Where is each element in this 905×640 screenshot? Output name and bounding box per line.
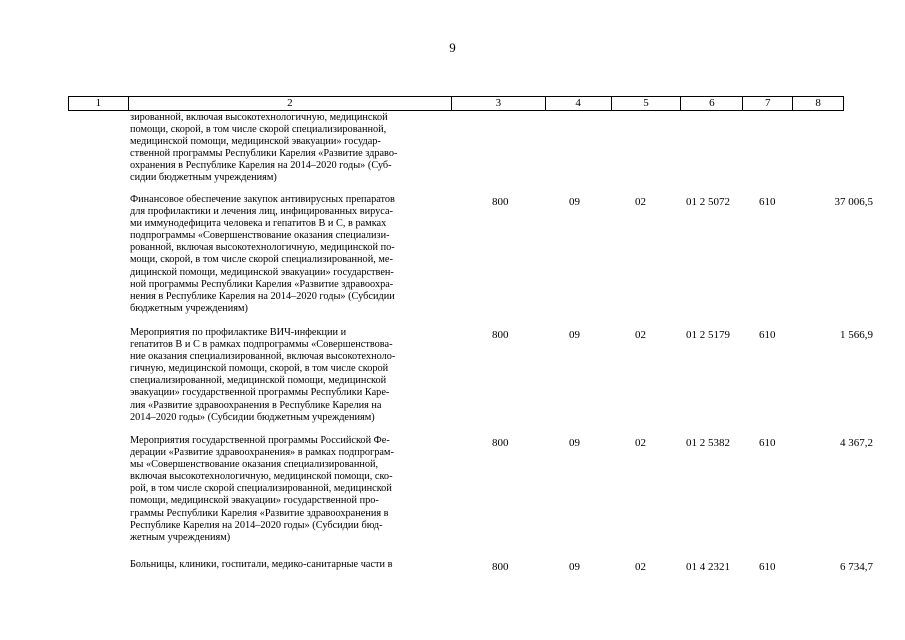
row-expense-type: 610 [759, 437, 776, 449]
row-subsection: 02 [635, 561, 646, 573]
row-target-article: 01 4 2321 [686, 561, 730, 573]
row-description: Финансовое обеспечение закупок антивирусных препаратов для профилактики и лечения лиц, инфицированных вируса- ми иммунодефицита человека и гепатитов В и С, в рамках подпрограммы «Совершенствование оказания специализи- рованной, включая высокотехнологичную, медицинской по- мощи, скорой, в том числе скорой специализированной, ме- дицинской помощи, медицинской эвакуации» государствен- ной программы Республики Карелия «Развитие здравоохра- нения в Республике Карелия на 2014–2020 годы» (Субсидии бюджетным учреждениям) [130, 194, 395, 314]
row-expense-type: 610 [759, 329, 776, 341]
row-amount: 1 566,9 [840, 329, 873, 341]
row-subsection: 02 [635, 437, 646, 449]
page-number: 9 [449, 40, 456, 55]
header-col-2: 2 [129, 97, 452, 110]
row-expense-type: 610 [759, 561, 776, 573]
table-header [68, 96, 844, 111]
row-admin-code: 800 [492, 329, 509, 341]
row-description: Мероприятия по профилактике ВИЧ-инфекции и гепатитов В и С в рамках подпрограммы «Совершенствова- ние оказания специализированной, включая высокотехноло- гичную, медицинской помощи, скорой, в том числе скорой специализированной, медицинской помощи, медицинской эвакуации» государственной программы Республики Каре- лия «Развитие здравоохранения в Республике Карелия на 2014–2020 годы» (Субсидии бюджетным учреждениям) [130, 327, 396, 423]
row-subsection: 02 [635, 329, 646, 341]
row-amount: 4 367,2 [840, 437, 873, 449]
header-col-8: 8 [815, 97, 821, 109]
row-section: 09 [569, 329, 580, 341]
header-col-1: 1 [69, 97, 129, 110]
row-description: зированной, включая высокотехнологичную, медицинской помощи, скорой, в том числе скорой специализированной, медицинской помощи, медицинской эвакуации» государ- ственной программы Республики Карелия «Развитие здраво- охранения в Республике Карелия на 2014–2020 годы» (Суб- сидии бюджетным учреждениям) [130, 112, 398, 184]
row-description: Больницы, клиники, госпитали, медико-санитарные части в [130, 559, 393, 570]
row-subsection: 02 [635, 196, 646, 208]
row-admin-code: 800 [492, 196, 509, 208]
row-target-article: 01 2 5072 [686, 196, 730, 208]
row-target-article: 01 2 5382 [686, 437, 730, 449]
row-section: 09 [569, 196, 580, 208]
row-admin-code: 800 [492, 561, 509, 573]
header-col-3: 3 [452, 97, 546, 110]
row-target-article: 01 2 5179 [686, 329, 730, 341]
row-amount: 6 734,7 [840, 561, 873, 573]
row-expense-type: 610 [759, 196, 776, 208]
row-section: 09 [569, 561, 580, 573]
header-col-4: 4 [546, 97, 612, 110]
row-amount: 37 006,5 [834, 196, 873, 208]
row-section: 09 [569, 437, 580, 449]
header-col-5: 5 [612, 97, 682, 110]
header-col-6: 6 [681, 97, 743, 110]
row-admin-code: 800 [492, 437, 509, 449]
header-col-7: 7 [743, 97, 793, 110]
row-description: Мероприятия государственной программы Российской Фе- дерации «Развитие здравоохранения» в рамках подпрограм- мы «Совершенствование оказания специализированной, включая высокотехнологичную, медицинской помощи, ско- рой, в том числе скорой специализированной, медицинской помощи, медицинской эвакуации» государственной про- граммы Республики Карелия «Развитие здравоохранения в Республике Карелия на 2014–2020 годы» (Субсидии бюд- жетным учреждениям) [130, 435, 394, 543]
